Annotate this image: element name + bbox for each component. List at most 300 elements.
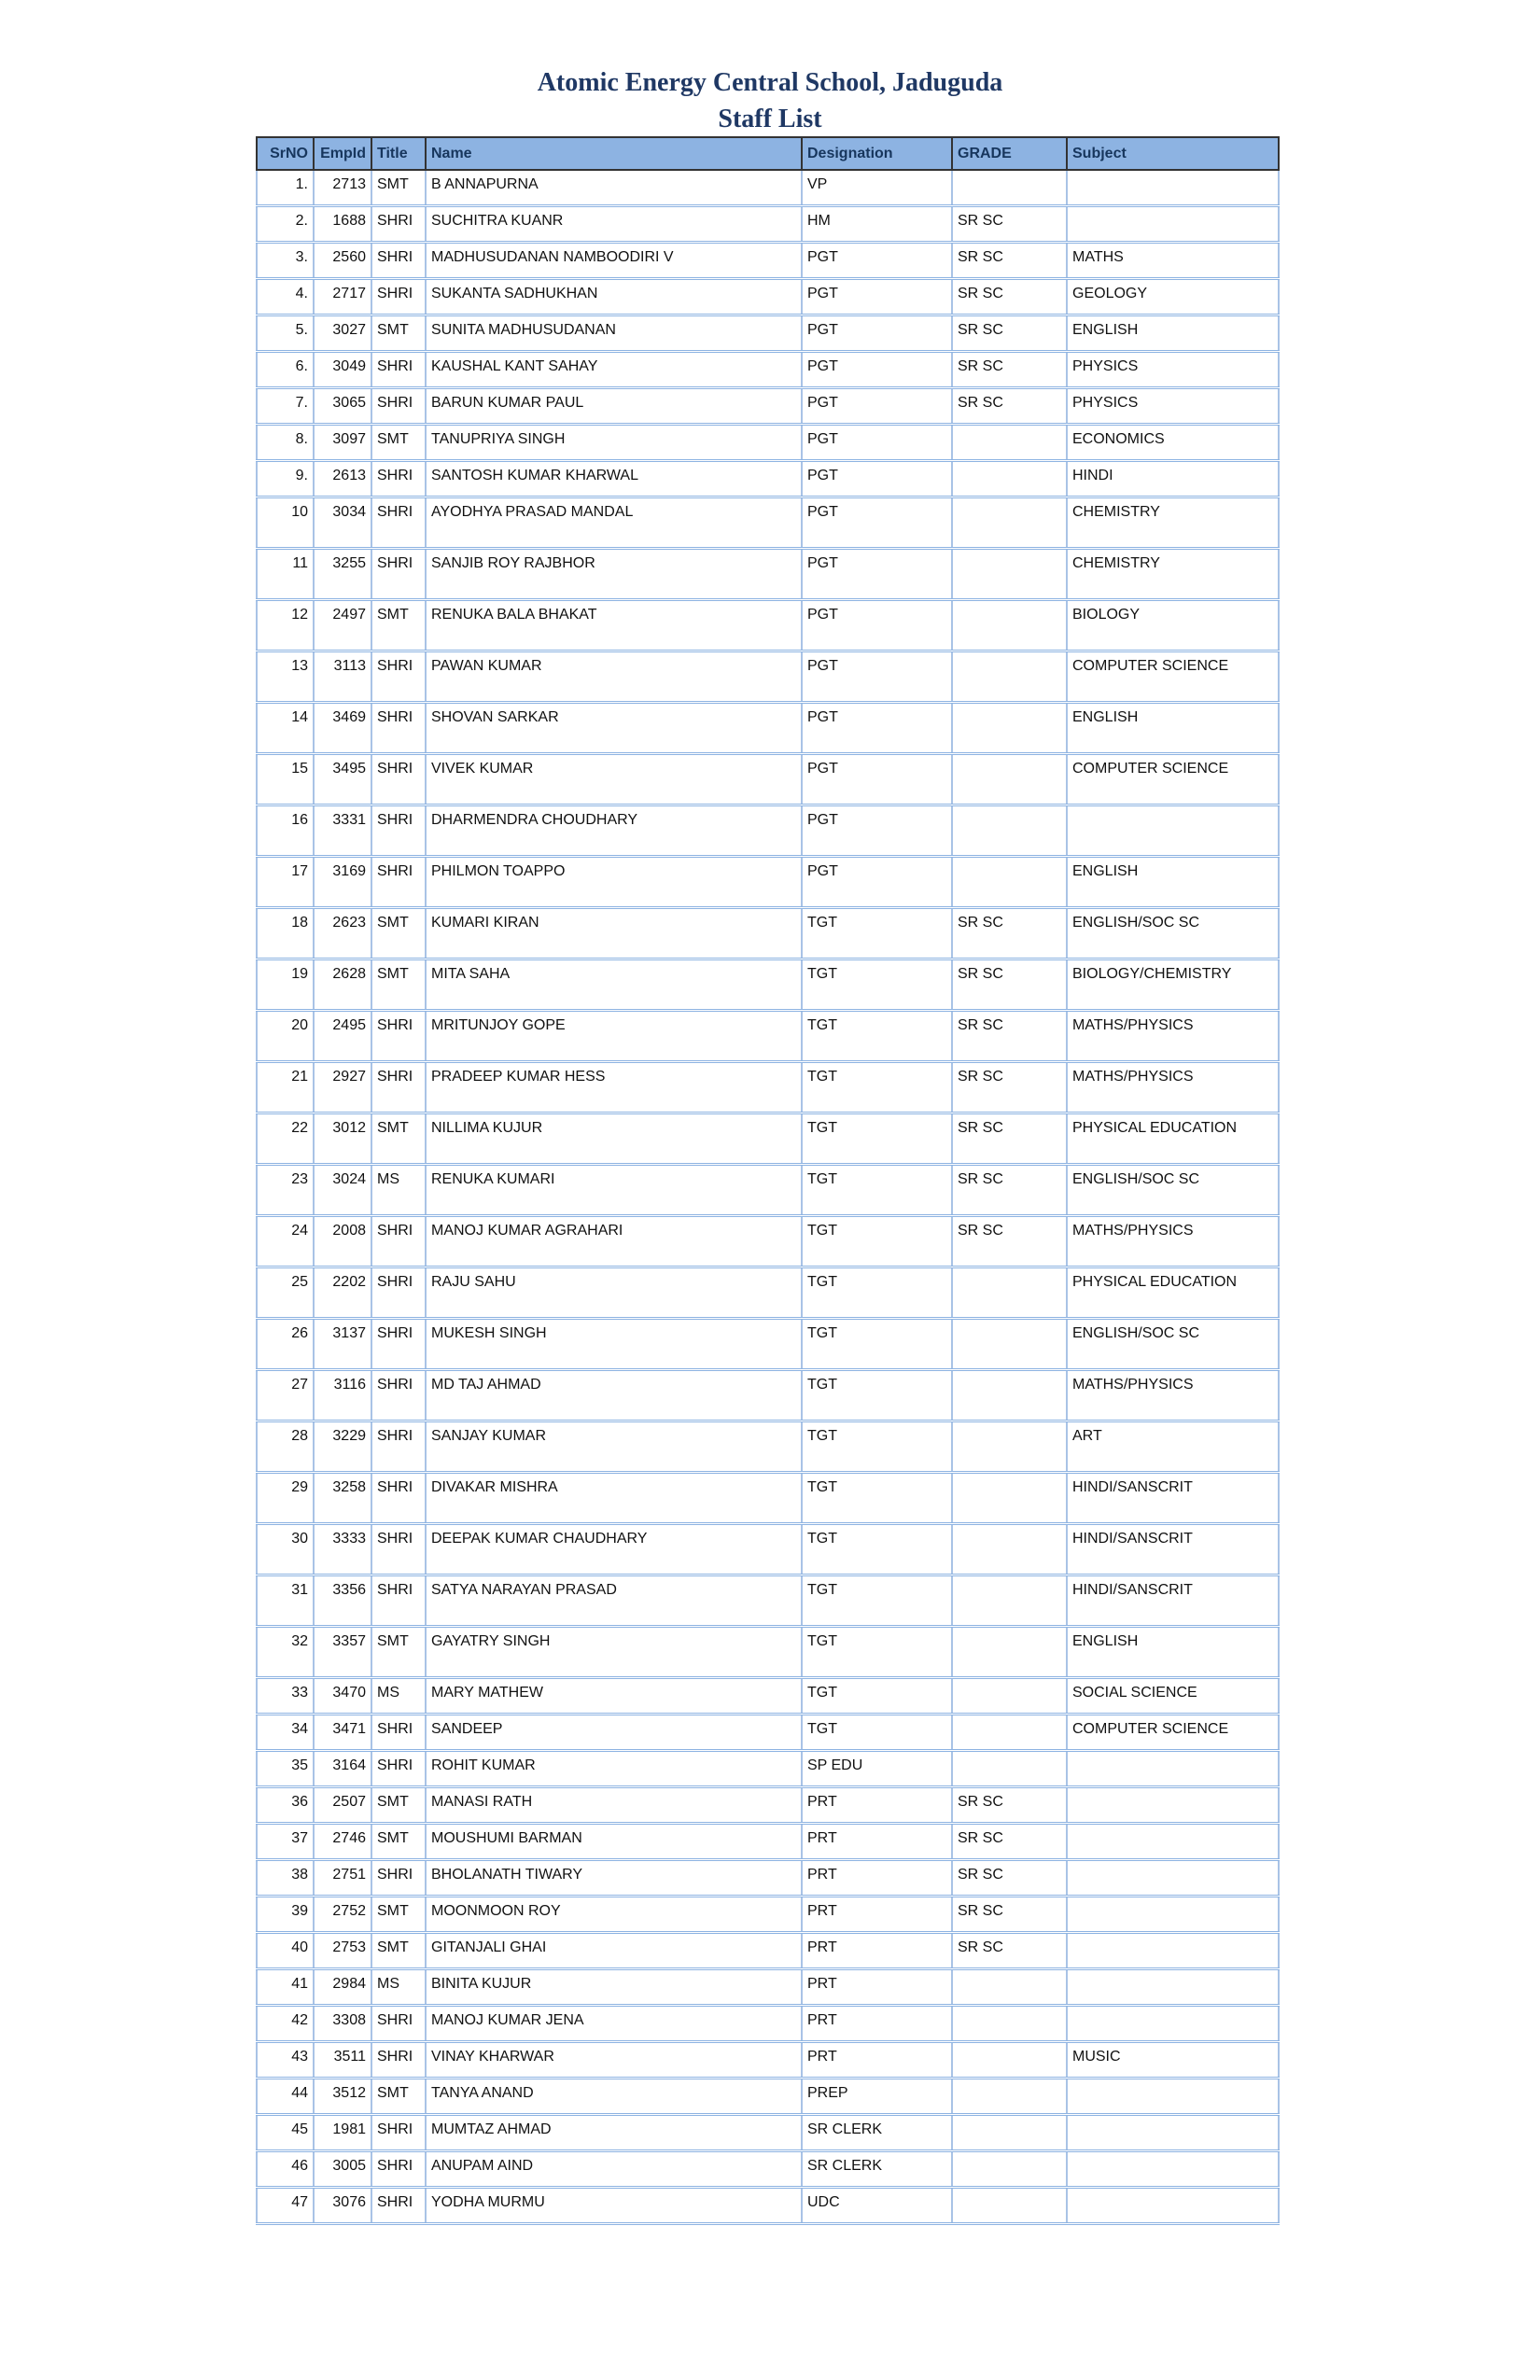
cell-empid: 3308	[314, 2006, 371, 2042]
cell-name: SUNITA MADHUSUDANAN	[426, 315, 802, 352]
cell-title: SHRI	[371, 1715, 426, 1751]
cell-title: SHRI	[371, 1370, 426, 1421]
cell-designation: PGT	[802, 600, 952, 651]
cell-empid: 3049	[314, 352, 371, 388]
cell-title: SMT	[371, 1897, 426, 1933]
cell-title: SHRI	[371, 1267, 426, 1319]
column-header-designation: Designation	[802, 137, 952, 170]
cell-name: MRITUNJOY GOPE	[426, 1011, 802, 1062]
cell-subject: ENGLISH/SOC SC	[1067, 1165, 1279, 1216]
cell-title: SHRI	[371, 1062, 426, 1113]
cell-srno: 19	[257, 959, 314, 1011]
cell-empid: 2628	[314, 959, 371, 1011]
cell-subject: MATHS/PHYSICS	[1067, 1062, 1279, 1113]
cell-designation: TGT	[802, 908, 952, 959]
cell-empid: 2202	[314, 1267, 371, 1319]
cell-title: SHRI	[371, 2188, 426, 2224]
cell-srno: 5.	[257, 315, 314, 352]
cell-grade	[952, 703, 1067, 754]
cell-srno: 40	[257, 1933, 314, 1969]
cell-srno: 12	[257, 600, 314, 651]
cell-empid: 1688	[314, 206, 371, 243]
cell-grade: SR SC	[952, 908, 1067, 959]
table-row	[257, 1524, 1279, 1575]
cell-title: SHRI	[371, 388, 426, 425]
cell-designation: PRT	[802, 1860, 952, 1897]
cell-designation: TGT	[802, 1421, 952, 1473]
table-row	[257, 1421, 1279, 1473]
cell-name: MOUSHUMI BARMAN	[426, 1824, 802, 1860]
cell-srno: 17	[257, 857, 314, 908]
cell-designation: PRT	[802, 2042, 952, 2079]
cell-grade	[952, 857, 1067, 908]
cell-name: SANTOSH KUMAR KHARWAL	[426, 461, 802, 497]
cell-designation: TGT	[802, 1715, 952, 1751]
table-row	[257, 243, 1279, 279]
cell-grade	[952, 2006, 1067, 2042]
cell-empid: 3113	[314, 651, 371, 703]
cell-designation: PGT	[802, 703, 952, 754]
cell-title: SHRI	[371, 461, 426, 497]
table-row	[257, 1969, 1279, 2006]
cell-grade: SR SC	[952, 1011, 1067, 1062]
staff-table	[256, 136, 1280, 2225]
cell-designation: PGT	[802, 497, 952, 549]
table-row	[257, 497, 1279, 549]
cell-srno: 39	[257, 1897, 314, 1933]
cell-designation: PGT	[802, 352, 952, 388]
cell-name: MD TAJ AHMAD	[426, 1370, 802, 1421]
cell-designation: PGT	[802, 315, 952, 352]
cell-srno: 44	[257, 2079, 314, 2115]
cell-title: SMT	[371, 959, 426, 1011]
cell-grade	[952, 1751, 1067, 1787]
table-row	[257, 425, 1279, 461]
cell-srno: 34	[257, 1715, 314, 1751]
table-row	[257, 1267, 1279, 1319]
cell-name: VIVEK KUMAR	[426, 754, 802, 805]
cell-empid: 3471	[314, 1715, 371, 1751]
cell-grade	[952, 2115, 1067, 2151]
cell-subject: COMPUTER SCIENCE	[1067, 651, 1279, 703]
table-row	[257, 908, 1279, 959]
column-header-empid: EmpId	[314, 137, 371, 170]
cell-designation: TGT	[802, 1575, 952, 1627]
cell-designation: PRT	[802, 1933, 952, 1969]
cell-name: MANOJ KUMAR JENA	[426, 2006, 802, 2042]
cell-grade: SR SC	[952, 1216, 1067, 1267]
cell-srno: 25	[257, 1267, 314, 1319]
cell-subject: ENGLISH	[1067, 703, 1279, 754]
cell-srno: 9.	[257, 461, 314, 497]
cell-grade: SR SC	[952, 206, 1067, 243]
cell-grade	[952, 2151, 1067, 2188]
cell-srno: 47	[257, 2188, 314, 2224]
cell-title: SHRI	[371, 1751, 426, 1787]
cell-designation: TGT	[802, 1627, 952, 1678]
cell-empid: 3097	[314, 425, 371, 461]
cell-subject: CHEMISTRY	[1067, 497, 1279, 549]
cell-srno: 32	[257, 1627, 314, 1678]
table-row	[257, 461, 1279, 497]
cell-subject: GEOLOGY	[1067, 279, 1279, 315]
cell-name: BHOLANATH TIWARY	[426, 1860, 802, 1897]
cell-empid: 2752	[314, 1897, 371, 1933]
cell-name: DEEPAK KUMAR CHAUDHARY	[426, 1524, 802, 1575]
cell-empid: 2008	[314, 1216, 371, 1267]
table-row	[257, 1062, 1279, 1113]
cell-grade	[952, 1319, 1067, 1370]
cell-designation: TGT	[802, 1267, 952, 1319]
cell-designation: PRT	[802, 1824, 952, 1860]
cell-name: BARUN KUMAR PAUL	[426, 388, 802, 425]
cell-subject: ART	[1067, 1421, 1279, 1473]
cell-srno: 3.	[257, 243, 314, 279]
cell-empid: 3012	[314, 1113, 371, 1165]
cell-srno: 46	[257, 2151, 314, 2188]
cell-title: SHRI	[371, 1421, 426, 1473]
table-row	[257, 2042, 1279, 2079]
cell-name: RAJU SAHU	[426, 1267, 802, 1319]
cell-title: SHRI	[371, 651, 426, 703]
cell-name: MUMTAZ AHMAD	[426, 2115, 802, 2151]
cell-grade	[952, 170, 1067, 206]
cell-subject	[1067, 2115, 1279, 2151]
cell-empid: 2927	[314, 1062, 371, 1113]
cell-title: SHRI	[371, 703, 426, 754]
cell-title: SHRI	[371, 497, 426, 549]
cell-title: SHRI	[371, 352, 426, 388]
cell-grade	[952, 461, 1067, 497]
cell-name: NILLIMA KUJUR	[426, 1113, 802, 1165]
cell-srno: 43	[257, 2042, 314, 2079]
table-row	[257, 206, 1279, 243]
cell-title: SHRI	[371, 206, 426, 243]
cell-name: SUCHITRA KUANR	[426, 206, 802, 243]
table-row	[257, 1113, 1279, 1165]
cell-name: RENUKA KUMARI	[426, 1165, 802, 1216]
table-row	[257, 651, 1279, 703]
cell-empid: 2753	[314, 1933, 371, 1969]
table-row	[257, 1011, 1279, 1062]
cell-designation: TGT	[802, 1011, 952, 1062]
cell-srno: 13	[257, 651, 314, 703]
page-title: Atomic Energy Central School, Jaduguda	[537, 68, 1003, 97]
cell-srno: 29	[257, 1473, 314, 1524]
cell-name: GAYATRY SINGH	[426, 1627, 802, 1678]
cell-subject	[1067, 2151, 1279, 2188]
cell-name: MOONMOON ROY	[426, 1897, 802, 1933]
cell-designation: PGT	[802, 461, 952, 497]
cell-title: SHRI	[371, 2151, 426, 2188]
cell-empid: 3169	[314, 857, 371, 908]
cell-empid: 3164	[314, 1751, 371, 1787]
cell-srno: 18	[257, 908, 314, 959]
cell-srno: 45	[257, 2115, 314, 2151]
cell-srno: 1.	[257, 170, 314, 206]
cell-designation: SP EDU	[802, 1751, 952, 1787]
cell-designation: PRT	[802, 1969, 952, 2006]
table-row	[257, 2006, 1279, 2042]
cell-designation: TGT	[802, 1524, 952, 1575]
cell-designation: TGT	[802, 959, 952, 1011]
cell-designation: TGT	[802, 1319, 952, 1370]
cell-subject: ENGLISH/SOC SC	[1067, 908, 1279, 959]
cell-title: SHRI	[371, 1319, 426, 1370]
table-row	[257, 2188, 1279, 2224]
table-row	[257, 959, 1279, 1011]
table-row	[257, 703, 1279, 754]
cell-grade	[952, 651, 1067, 703]
cell-designation: PGT	[802, 651, 952, 703]
cell-designation: PRT	[802, 1787, 952, 1824]
cell-designation: PGT	[802, 388, 952, 425]
table-row	[257, 1897, 1279, 1933]
cell-empid: 3137	[314, 1319, 371, 1370]
cell-subject: ENGLISH/SOC SC	[1067, 1319, 1279, 1370]
cell-title: SHRI	[371, 549, 426, 600]
cell-subject: COMPUTER SCIENCE	[1067, 754, 1279, 805]
cell-empid: 3005	[314, 2151, 371, 2188]
cell-name: KUMARI KIRAN	[426, 908, 802, 959]
cell-title: SHRI	[371, 2115, 426, 2151]
table-row	[257, 1473, 1279, 1524]
cell-srno: 7.	[257, 388, 314, 425]
cell-empid: 3258	[314, 1473, 371, 1524]
cell-grade	[952, 2079, 1067, 2115]
cell-title: SHRI	[371, 1011, 426, 1062]
table-row	[257, 1319, 1279, 1370]
cell-designation: UDC	[802, 2188, 952, 2224]
table-row	[257, 315, 1279, 352]
cell-grade	[952, 1473, 1067, 1524]
cell-srno: 22	[257, 1113, 314, 1165]
cell-name: TANYA ANAND	[426, 2079, 802, 2115]
cell-grade	[952, 425, 1067, 461]
table-row	[257, 754, 1279, 805]
cell-name: SANDEEP	[426, 1715, 802, 1751]
cell-empid: 3331	[314, 805, 371, 857]
cell-title: MS	[371, 1969, 426, 2006]
cell-name: DIVAKAR MISHRA	[426, 1473, 802, 1524]
cell-grade	[952, 1421, 1067, 1473]
cell-designation: SR CLERK	[802, 2151, 952, 2188]
table-row	[257, 352, 1279, 388]
table-header	[257, 137, 1279, 170]
cell-title: SMT	[371, 908, 426, 959]
cell-empid: 3255	[314, 549, 371, 600]
cell-srno: 11	[257, 549, 314, 600]
cell-title: SHRI	[371, 1575, 426, 1627]
cell-empid: 3229	[314, 1421, 371, 1473]
cell-subject	[1067, 2188, 1279, 2224]
cell-designation: PGT	[802, 754, 952, 805]
cell-title: SMT	[371, 170, 426, 206]
cell-designation: PGT	[802, 549, 952, 600]
cell-srno: 27	[257, 1370, 314, 1421]
cell-subject: PHYSICS	[1067, 352, 1279, 388]
cell-empid: 2560	[314, 243, 371, 279]
cell-title: SMT	[371, 2079, 426, 2115]
cell-empid: 2746	[314, 1824, 371, 1860]
cell-srno: 2.	[257, 206, 314, 243]
cell-subject: CHEMISTRY	[1067, 549, 1279, 600]
table-row	[257, 1933, 1279, 1969]
cell-designation: PGT	[802, 279, 952, 315]
cell-grade	[952, 805, 1067, 857]
cell-grade: SR SC	[952, 1933, 1067, 1969]
cell-srno: 33	[257, 1678, 314, 1715]
cell-grade	[952, 1267, 1067, 1319]
cell-title: SMT	[371, 1787, 426, 1824]
cell-title: SHRI	[371, 1216, 426, 1267]
cell-name: BINITA KUJUR	[426, 1969, 802, 2006]
cell-srno: 38	[257, 1860, 314, 1897]
cell-name: MITA SAHA	[426, 959, 802, 1011]
table-row	[257, 857, 1279, 908]
cell-designation: TGT	[802, 1216, 952, 1267]
cell-name: DHARMENDRA CHOUDHARY	[426, 805, 802, 857]
cell-grade	[952, 1524, 1067, 1575]
cell-title: MS	[371, 1678, 426, 1715]
cell-srno: 10	[257, 497, 314, 549]
cell-title: SHRI	[371, 805, 426, 857]
table-row	[257, 1860, 1279, 1897]
cell-subject	[1067, 170, 1279, 206]
cell-grade	[952, 2042, 1067, 2079]
cell-srno: 41	[257, 1969, 314, 2006]
cell-designation: PGT	[802, 425, 952, 461]
cell-srno: 21	[257, 1062, 314, 1113]
cell-designation: PGT	[802, 857, 952, 908]
cell-srno: 16	[257, 805, 314, 857]
table-row	[257, 388, 1279, 425]
cell-srno: 15	[257, 754, 314, 805]
cell-subject: BIOLOGY/CHEMISTRY	[1067, 959, 1279, 1011]
cell-title: SMT	[371, 1627, 426, 1678]
cell-subject	[1067, 1824, 1279, 1860]
cell-subject: HINDI/SANSCRIT	[1067, 1473, 1279, 1524]
cell-srno: 31	[257, 1575, 314, 1627]
cell-title: SHRI	[371, 1473, 426, 1524]
cell-title: SHRI	[371, 857, 426, 908]
cell-srno: 20	[257, 1011, 314, 1062]
cell-grade: SR SC	[952, 1787, 1067, 1824]
table-row	[257, 1787, 1279, 1824]
cell-name: MARY MATHEW	[426, 1678, 802, 1715]
cell-grade: SR SC	[952, 1062, 1067, 1113]
cell-grade: SR SC	[952, 1824, 1067, 1860]
table-row	[257, 170, 1279, 206]
cell-grade	[952, 1627, 1067, 1678]
cell-empid: 3034	[314, 497, 371, 549]
cell-name: SANJIB ROY RAJBHOR	[426, 549, 802, 600]
cell-designation: VP	[802, 170, 952, 206]
cell-empid: 3511	[314, 2042, 371, 2079]
cell-name: MADHUSUDANAN NAMBOODIRI V	[426, 243, 802, 279]
cell-empid: 3065	[314, 388, 371, 425]
table-row	[257, 1216, 1279, 1267]
cell-empid: 2751	[314, 1860, 371, 1897]
cell-grade	[952, 1575, 1067, 1627]
cell-empid: 2984	[314, 1969, 371, 2006]
cell-name: KAUSHAL KANT SAHAY	[426, 352, 802, 388]
cell-designation: TGT	[802, 1113, 952, 1165]
column-header-name: Name	[426, 137, 802, 170]
table-body	[257, 170, 1279, 2224]
cell-srno: 28	[257, 1421, 314, 1473]
cell-empid: 3357	[314, 1627, 371, 1678]
cell-empid: 2495	[314, 1011, 371, 1062]
cell-name: ROHIT KUMAR	[426, 1751, 802, 1787]
cell-grade: SR SC	[952, 1113, 1067, 1165]
cell-name: AYODHYA PRASAD MANDAL	[426, 497, 802, 549]
cell-srno: 14	[257, 703, 314, 754]
cell-designation: PGT	[802, 805, 952, 857]
cell-subject	[1067, 1751, 1279, 1787]
cell-empid: 3076	[314, 2188, 371, 2224]
cell-designation: PGT	[802, 243, 952, 279]
cell-title: SHRI	[371, 754, 426, 805]
column-header-title: Title	[371, 137, 426, 170]
column-header-srno: SrNO	[257, 137, 314, 170]
cell-subject: MATHS/PHYSICS	[1067, 1216, 1279, 1267]
cell-grade	[952, 497, 1067, 549]
cell-title: SMT	[371, 425, 426, 461]
cell-name: GITANJALI GHAI	[426, 1933, 802, 1969]
cell-subject: PHYSICAL EDUCATION	[1067, 1267, 1279, 1319]
table-row	[257, 2151, 1279, 2188]
table-row	[257, 2115, 1279, 2151]
cell-name: TANUPRIYA SINGH	[426, 425, 802, 461]
cell-title: SMT	[371, 315, 426, 352]
cell-subject: MATHS/PHYSICS	[1067, 1370, 1279, 1421]
cell-subject: HINDI/SANSCRIT	[1067, 1524, 1279, 1575]
cell-name: RENUKA BALA BHAKAT	[426, 600, 802, 651]
cell-subject	[1067, 206, 1279, 243]
cell-title: SHRI	[371, 2006, 426, 2042]
header-row	[257, 137, 1279, 170]
cell-subject: BIOLOGY	[1067, 600, 1279, 651]
cell-name: SANJAY KUMAR	[426, 1421, 802, 1473]
cell-designation: TGT	[802, 1370, 952, 1421]
cell-subject: MATHS/PHYSICS	[1067, 1011, 1279, 1062]
cell-empid: 2623	[314, 908, 371, 959]
cell-grade	[952, 1370, 1067, 1421]
cell-title: SMT	[371, 1933, 426, 1969]
cell-designation: HM	[802, 206, 952, 243]
cell-srno: 30	[257, 1524, 314, 1575]
cell-grade: SR SC	[952, 352, 1067, 388]
cell-empid: 2713	[314, 170, 371, 206]
cell-empid: 2497	[314, 600, 371, 651]
cell-grade: SR SC	[952, 1897, 1067, 1933]
cell-grade	[952, 2188, 1067, 2224]
table-row	[257, 1824, 1279, 1860]
cell-grade: SR SC	[952, 279, 1067, 315]
cell-srno: 24	[257, 1216, 314, 1267]
cell-designation: PRT	[802, 1897, 952, 1933]
cell-grade	[952, 549, 1067, 600]
column-header-grade: GRADE	[952, 137, 1067, 170]
cell-name: PHILMON TOAPPO	[426, 857, 802, 908]
cell-grade: SR SC	[952, 243, 1067, 279]
cell-grade: SR SC	[952, 959, 1067, 1011]
cell-empid: 3495	[314, 754, 371, 805]
cell-name: MANASI RATH	[426, 1787, 802, 1824]
cell-name: SUKANTA SADHUKHAN	[426, 279, 802, 315]
cell-grade: SR SC	[952, 388, 1067, 425]
